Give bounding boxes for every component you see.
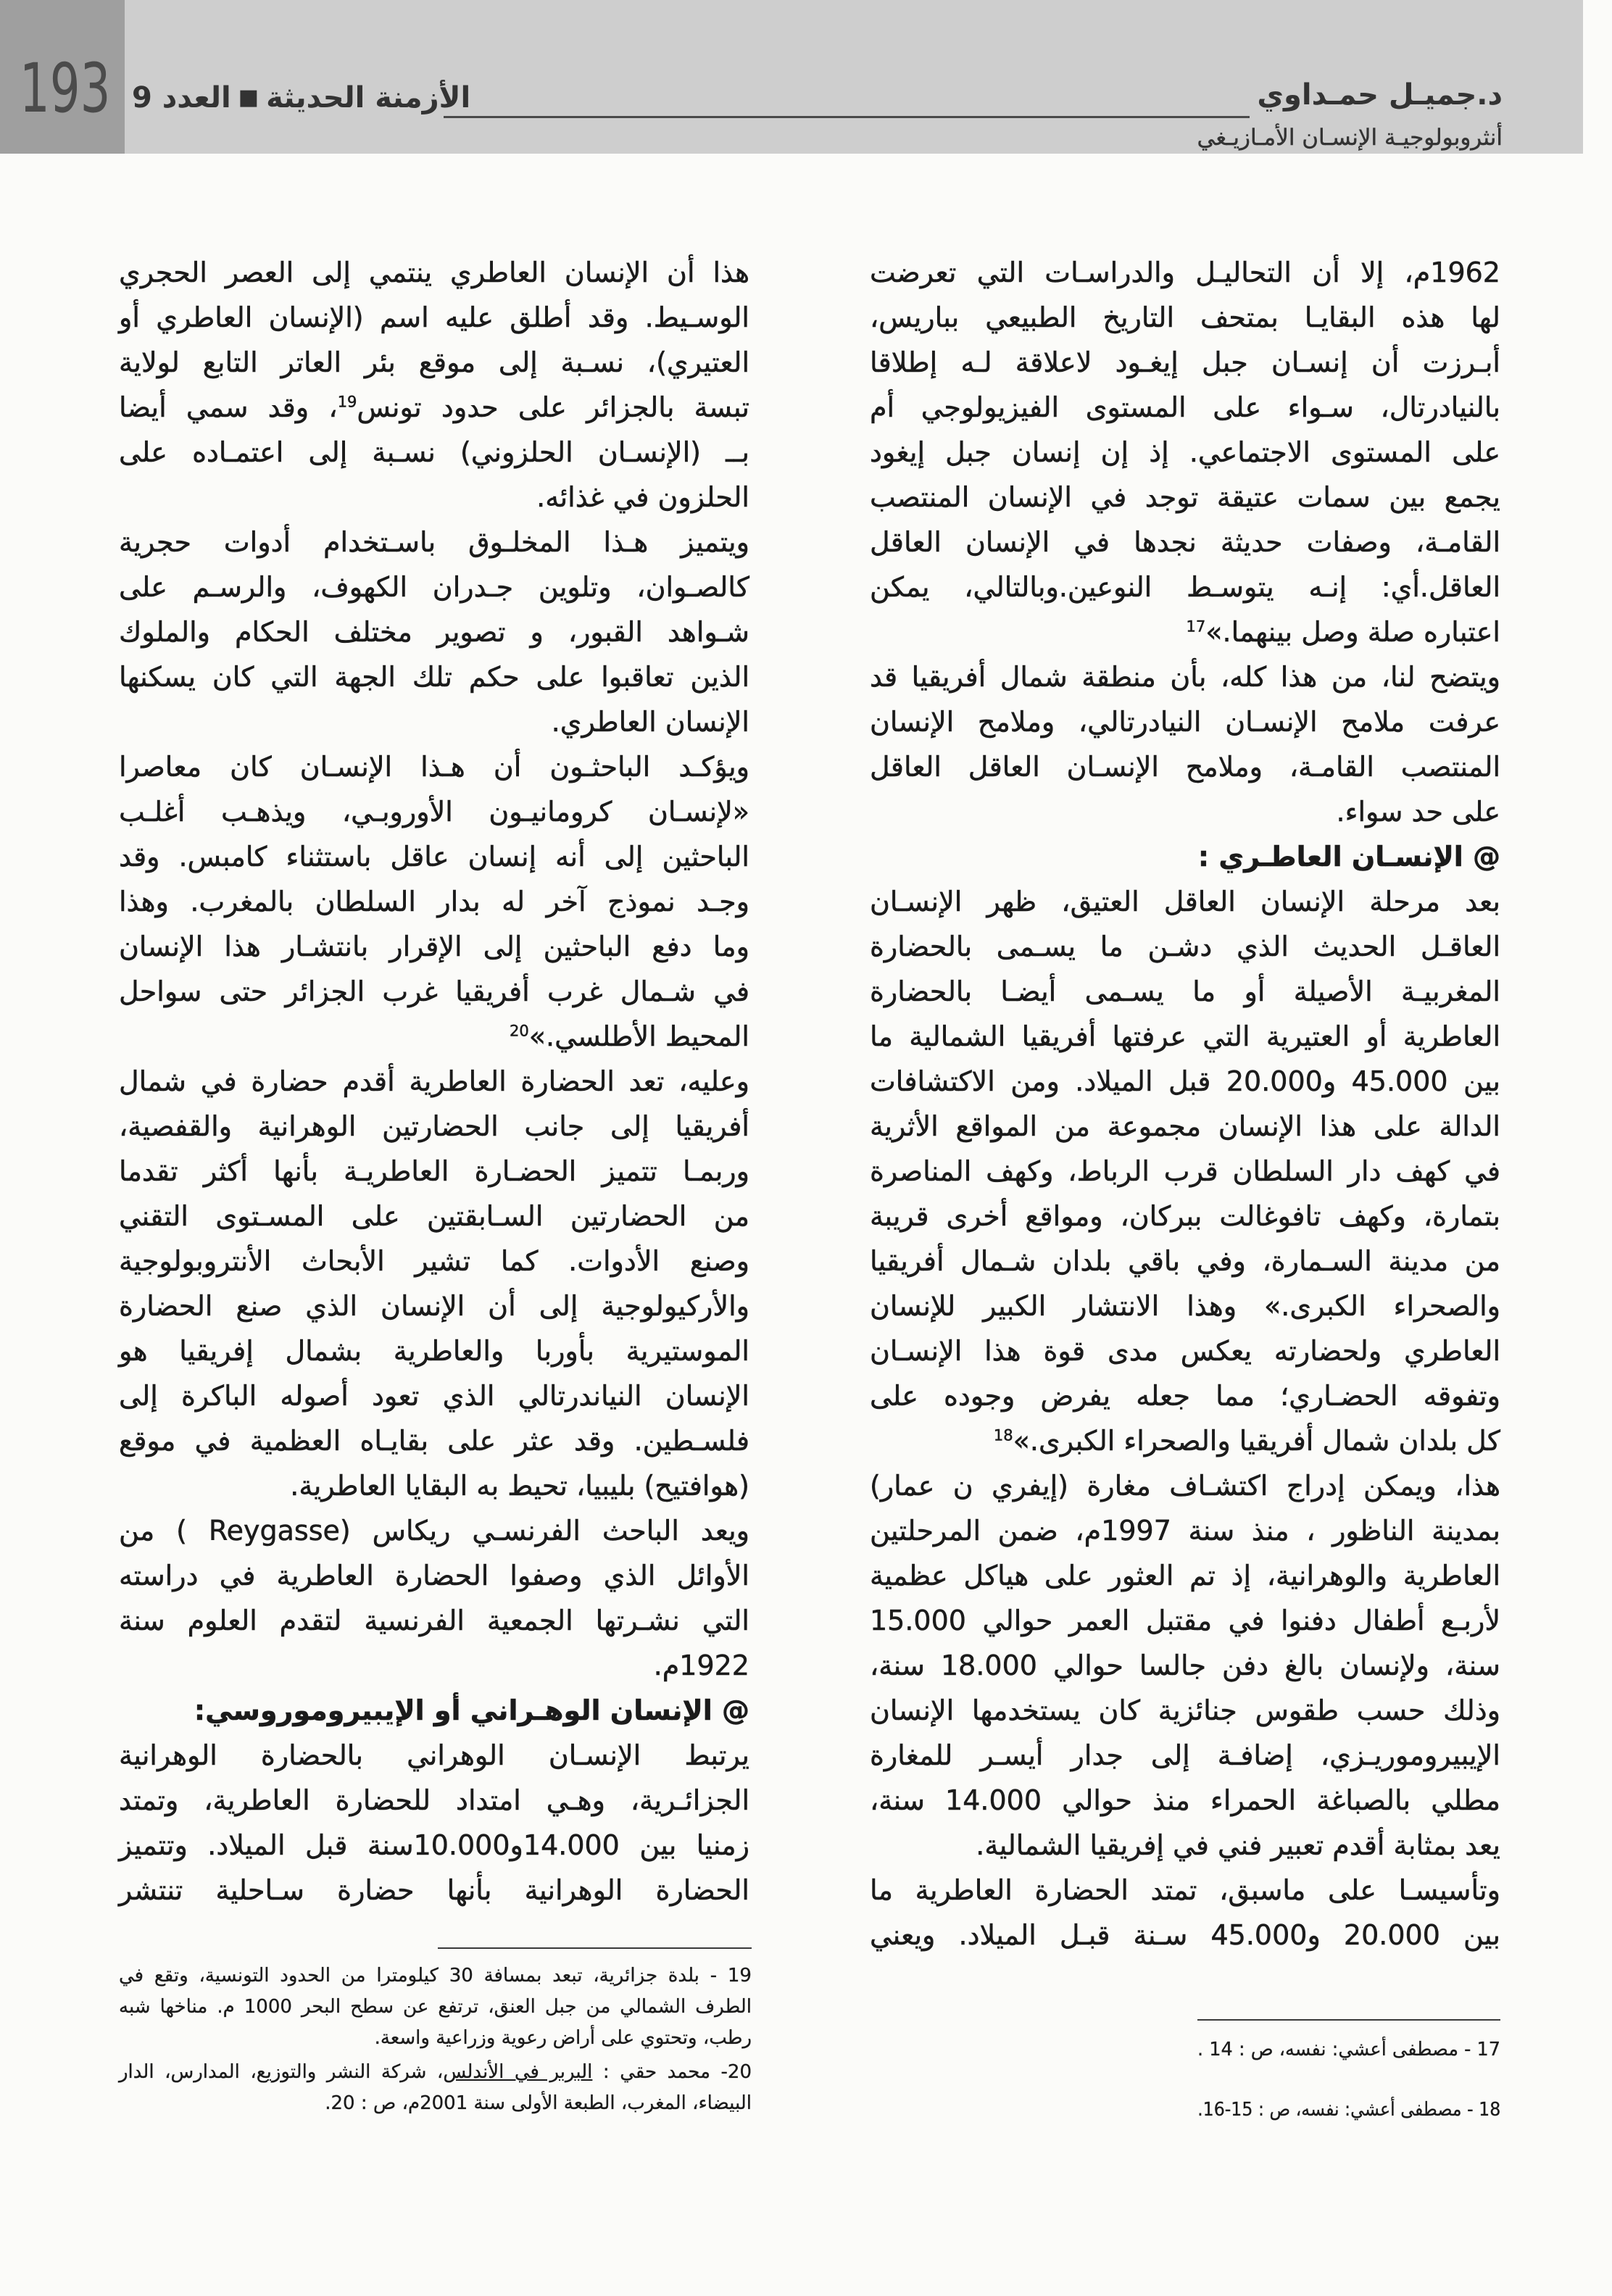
text-line: لأربـع أطفال دفنوا في مقتبل العمر حوالي 15.000 xyxy=(870,1605,1500,1636)
text-line: شـواهد القبور، و تصوير مختلف الحكام والملوك xyxy=(119,616,749,648)
text-line: على المستوى الاجتماعي. إذ إن إنسان جبل إيغود xyxy=(870,436,1500,468)
text-line: الذين تعاقبوا على حكم تلك الجهة التي كان يسكنها xyxy=(119,661,749,693)
book-title: البربر في الأندلس xyxy=(443,2061,593,2083)
text-line xyxy=(119,385,749,430)
footnotes-right xyxy=(1196,2034,1500,2155)
section-heading xyxy=(119,1688,749,1733)
header-rule xyxy=(444,116,1250,118)
paragraph xyxy=(870,1463,1500,1868)
text-line: العتيري)، نسـبة إلى موقع بئر العاتر التابع لولاية xyxy=(119,346,749,378)
text-line xyxy=(870,1418,1500,1463)
text-line: الوسـيط. وقد أطلق عليه اسم (الإنسان العاطري أو xyxy=(119,301,749,333)
text-line: الجزائـرية، وهـي امتداد للحضارة العاطرية، وتمتد xyxy=(119,1784,749,1816)
text-line: العاقل.أي: إنـه يتوسـط النوعين.وبالتالي، يمكن xyxy=(870,571,1500,603)
text-line: الطرف الشمالي من جبل العنق، ترتفع عن سطح البحر 1000 م. مناخها شبه xyxy=(119,1996,752,2018)
text-line: في شـمال غرب أفريقيا غرب الجزائر حتى سواحل xyxy=(119,976,749,1007)
footnote-rule xyxy=(438,1947,752,1949)
text-line: العاطرية أو العتيرية التي عرفتها أفريقيا الشمالية ما xyxy=(870,1020,1500,1052)
text-line: العاقـل الحديث الذي دشـن ما يسـمى بالحضارة xyxy=(870,931,1500,962)
text-line: عرفت ملامح الإنسـان النيادرتالي، وملامح الإنسان xyxy=(870,706,1500,738)
text-run: اعتباره صلة وصل بينهما.» xyxy=(1205,616,1500,648)
text-line: الحضارة الوهرانية بأنها حضارة سـاحلية تنتشر xyxy=(119,1874,749,1906)
text-line: الباحثين إلى أنه إنسان عاقل باستثناء كامبس. وقد xyxy=(119,841,749,873)
text-line: وتأسيسـا على ماسبق، تمتد الحضارة العاطرية ما xyxy=(870,1874,1500,1906)
footnote-rule xyxy=(1197,2019,1500,2021)
text-run: كل بلدان شمال أفريقيا والصحراء الكبرى.» xyxy=(1013,1425,1500,1457)
text-line: يجمع بين سمات عتيقة توجد في الإنسان المنتصب xyxy=(870,481,1500,513)
section-heading xyxy=(870,834,1500,879)
text-line: وعليه، تعد الحضارة العاطرية أقدم حضارة في شمال xyxy=(119,1065,749,1097)
footnotes-left xyxy=(119,1960,752,2122)
text-run: المحيط الأطلسي.» xyxy=(528,1020,749,1052)
text-line: على حد سواء. xyxy=(1336,796,1500,828)
text-line: كالصـوان، وتلوين جـدران الكهوف، والرسـم على xyxy=(119,571,749,603)
text-line: المغربيـة الأصيلة أو ما يسـمى أيضـا بالحضارة xyxy=(870,976,1500,1007)
text-line: وما دفع الباحثين إلى الإقرار بانتشـار هذا الإنسان xyxy=(119,931,749,962)
right-column xyxy=(870,250,1500,1958)
text-line: ويعد الباحث الفرنسـي ريكاس (Reygasse ) من xyxy=(119,1515,749,1547)
text-line: يرتبط الإنسـان الوهراني بالحضارة الوهرانية xyxy=(119,1739,749,1771)
heading-text: @ الإنسان الوهـراني أو الإيبيروموروسي: xyxy=(194,1694,749,1726)
text-line: هذا أن الإنسان العاطري ينتمي إلى العصر الحجري xyxy=(119,257,749,288)
text-run: تبسة بالجزائر على حدود تونس xyxy=(357,391,749,423)
footnote xyxy=(119,1960,752,2054)
text-line: وذلك حسب طقوس جنائزية كان يستخدمها الإنسان xyxy=(870,1694,1500,1726)
footnote xyxy=(119,2057,752,2119)
text-line: في كهف دار السلطان قرب الرباط، وكهف المناصرة xyxy=(870,1155,1500,1187)
left-column xyxy=(119,250,749,1913)
text-line: التي نشـرتها الجمعية الفرنسية لتقدم العلوم سنة xyxy=(119,1605,749,1636)
text-line: مطلي بالصباغة الحمراء منذ حوالي 14.000 سنة، xyxy=(870,1784,1500,1816)
text-line: وربمـا تتميز الحضـارة العاطريـة بأنها أكثر تقدما xyxy=(119,1155,749,1187)
footnote-ref: 20 xyxy=(510,1022,529,1040)
text-line: بمدينة الناظور ، منذ سنة 1997م، ضمن المرحلتين xyxy=(870,1515,1500,1547)
text-line: الإنسان العاطري. xyxy=(551,706,749,738)
text-line: الموستيرية بأوربا والعاطرية بشمال إفريقيا هو xyxy=(119,1335,749,1367)
text-line: البيضاء، المغرب، الطبعة الأولى سنة 2001م، ص : 20. xyxy=(325,2092,752,2114)
page-number-text: 193 xyxy=(19,49,111,128)
magazine-name: الأزمنة الحديثة xyxy=(266,81,471,115)
text-line: لها هذه البقايـا بمتحف التاريخ الطبيعي بباريس، xyxy=(870,301,1500,333)
text-line: 1922م. xyxy=(653,1650,749,1681)
issue-number: العدد 9 xyxy=(132,81,231,115)
text-line: بين 20.000 و45.000 سـنة قبـل الميلاد. ويعني xyxy=(870,1919,1500,1951)
text-line: والصحراء الكبرى.» وهذا الانتشار الكبير للإنسان xyxy=(870,1290,1500,1322)
text-line: بعد مرحلة الإنسان العاقل العتيق، ظهر الإنسـان xyxy=(870,886,1500,918)
text-line: ويؤكـد الباحثـون أن هـذا الإنسـان كان معاصرا xyxy=(119,751,749,783)
paragraph xyxy=(119,1059,749,1508)
text-line: رطب، وتحتوي على أراض رعوية وزراعية واسعة. xyxy=(374,2027,752,2049)
text-line: الأوائل الذي وصفوا الحضارة العاطرية في دراسته xyxy=(119,1560,749,1592)
text-run: ، وقد سمي أيضا xyxy=(119,391,338,423)
text-line: الإيبيروموريـزي، إضافـة إلى جدار أيسـر للمغارة xyxy=(870,1739,1500,1771)
paragraph xyxy=(870,654,1500,834)
footnote-ref: 19 xyxy=(337,393,357,411)
text-run: ، شركة النشر والتوزيع، المدارس، الدار xyxy=(119,2061,444,2083)
text-line: بالنيادرتال، سـواء على المستوى الفيزيولوجي أم xyxy=(870,391,1500,423)
text-line: الإنسان النياندرتالي الذي تعود أصوله الباكرة إلى xyxy=(119,1380,749,1412)
paragraph xyxy=(870,879,1500,1463)
text-line: يعد بمثابة أقدم تعبير فني في إفريقيا الشمالية. xyxy=(976,1829,1500,1861)
paragraph xyxy=(119,250,749,520)
separator-square-icon: ■ xyxy=(238,85,259,110)
text-line: أفريقيا إلى جانب الحضارتين الوهرانية والقفصية، xyxy=(119,1110,749,1142)
text-line: العاطرية والوهرانية، إذ تم العثور على هياكل عظمية xyxy=(870,1560,1500,1592)
text-line: «لإنسـان كرومانيـون الأوروبـي، ويذهـب أغلـب xyxy=(119,796,749,828)
paragraph xyxy=(119,520,749,744)
text-line: 18 - مصطفى أعشي: نفسه، ص : 15-16. xyxy=(1197,2099,1500,2121)
text-line: هذا، ويمكن إدراج اكتشـاف مغارة (إيفري ن عمار) xyxy=(870,1470,1500,1502)
text-line: وتفوقه الحضـاري؛ مما جعله يفرض وجوده على xyxy=(870,1380,1500,1412)
text-line: 1962م، إلا أن التحاليـل والدراسـات التي تعرضت xyxy=(870,257,1500,288)
page-number xyxy=(0,49,128,128)
text-line: من الحضارتين السـابقتين على المسـتوى التقني xyxy=(119,1200,749,1232)
text-line: الدالة على هذا الإنسان مجموعة من المواقع الأثرية xyxy=(870,1110,1500,1142)
text-line: 19 - بلدة جزائرية، تبعد بمسافة 30 كيلومترا من الحدود التونسية، وتقع في xyxy=(119,1965,752,1987)
paragraph xyxy=(870,1868,1500,1958)
text-line: وصنع الأدوات. كما تشير الأبحاث الأنتروبولوجية xyxy=(119,1245,749,1277)
text-line: ويتضح لنا، من هذا كله، بأن منطقة شمال أفريقيا قد xyxy=(870,661,1500,693)
paragraph xyxy=(119,744,749,1059)
footnote-ref: 17 xyxy=(1186,617,1206,636)
text-line: أبـرزت أن إنسـان جبل إيغـود لاعلاقة لـه إطلاقا xyxy=(870,346,1500,378)
paragraph xyxy=(119,1508,749,1688)
text-line xyxy=(119,1014,749,1059)
text-line: بين 45.000 و20.000 قبل الميلاد. ومن الاكتشافات xyxy=(870,1065,1500,1097)
footnote-ref: 18 xyxy=(993,1426,1013,1444)
text-line: والأركيولوجية إلى أن الإنسان الذي صنع الحضارة xyxy=(119,1290,749,1322)
text-line: فلسـطين. وقد عثر على بقايـاه العظمية في موقع xyxy=(119,1425,749,1457)
text-line: العاطري ولحضارته يعكس مدى قوة هذا الإنسـان xyxy=(870,1335,1500,1367)
text-line: زمنيا بين 14.000و10.000سنة قبل الميلاد. وتتميز xyxy=(119,1829,749,1861)
paragraph xyxy=(870,250,1500,654)
text-line: من مدينة السـمارة، وفي باقي بلدان شـمال أفريقيا xyxy=(870,1245,1500,1277)
author-name: د.جميـل حمـداوي xyxy=(1257,78,1503,112)
heading-text: @ الإنسـان العاطـري : xyxy=(1197,841,1500,873)
text-line: ويتميز هـذا المخلـوق باسـتخدام أدوات حجرية xyxy=(119,526,749,558)
paragraph xyxy=(119,1733,749,1913)
publication-info xyxy=(132,81,470,115)
text-line: 17 - مصطفى أعشي: نفسه، ص : 14 . xyxy=(1197,2039,1500,2060)
text-run: 20- محمد حقي : xyxy=(592,2061,752,2083)
text-line xyxy=(870,610,1500,654)
footnote xyxy=(1196,2034,1500,2066)
text-line: وجـد نموذج آخر له بدار السلطان بالمغرب. وهذا xyxy=(119,886,749,918)
text-line: الحلزون في غذائه. xyxy=(536,481,749,513)
text-line: المنتصب القامـة، وملامح الإنسـان العاقل العاقل xyxy=(870,751,1500,783)
text-line xyxy=(119,2057,752,2088)
text-line: (هوافتيح) بليبيا، تحيط به البقايا العاطرية. xyxy=(290,1470,749,1502)
article-title: أنثروبولوجيـة الإنسـان الأمـازيـغي xyxy=(1197,125,1503,151)
text-line: سنة، ولإنسان بالغ دفن جالسا حوالي 18.000 سنة، xyxy=(870,1650,1500,1681)
text-line: بتمارة، وكهف تافوغالت ببركان، ومواقع أخرى قريبة xyxy=(870,1200,1500,1232)
text-line: بــ (الإنسـان الحلزوني) نسـبة إلى اعتمـاده على xyxy=(119,436,749,468)
text-line: القامـة، وصفات حديثة نجدها في الإنسان العاقل xyxy=(870,526,1500,558)
footnote xyxy=(1196,2095,1500,2126)
